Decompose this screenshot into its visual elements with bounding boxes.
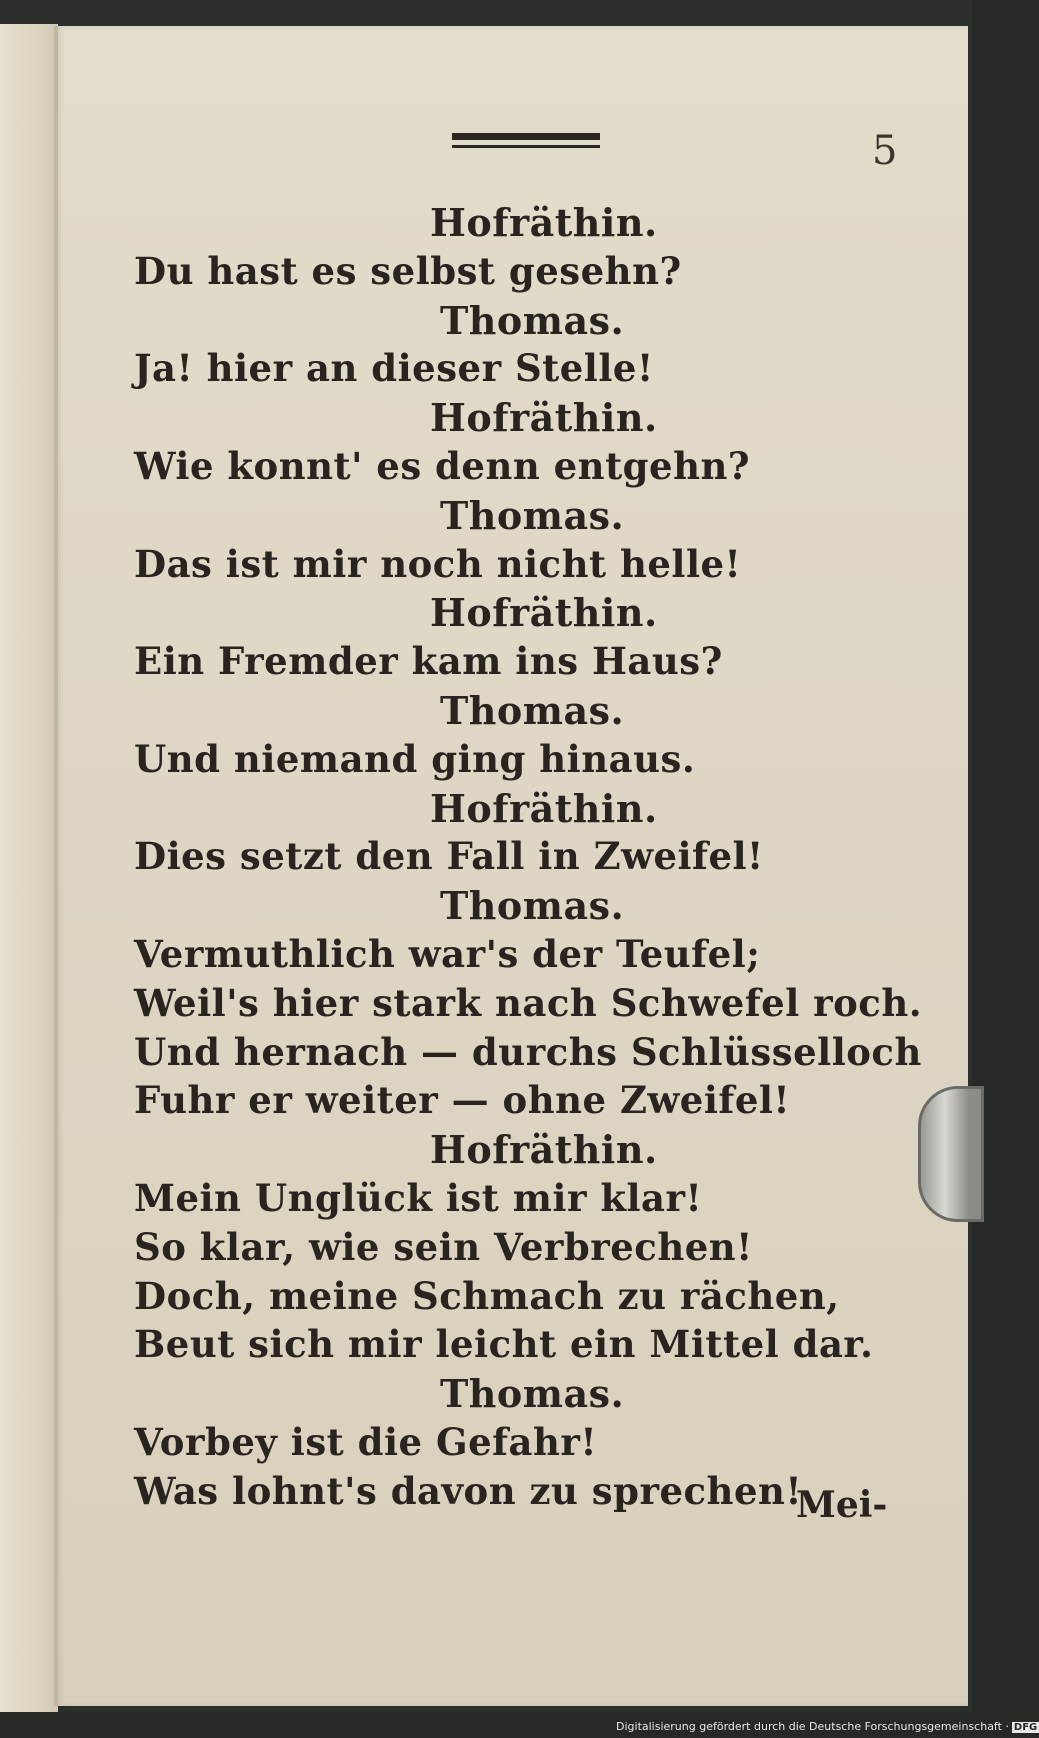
verse-line: So klar, wie sein Verbrechen! <box>134 1225 753 1269</box>
speaker-name: Hofräthin. <box>430 590 658 635</box>
verse-line: Wie konnt' es denn entgehn? <box>134 444 751 488</box>
speaker-name: Thomas. <box>440 883 625 928</box>
verse-line: Das ist mir noch nicht helle! <box>134 542 742 586</box>
verse-line: Was lohnt's davon zu sprechen! <box>134 1469 803 1513</box>
verse-line: Beut sich mir leicht ein Mittel dar. <box>134 1322 874 1366</box>
verse-line: Und niemand ging hinaus. <box>134 737 696 781</box>
speaker-name: Thomas. <box>440 1371 625 1416</box>
verse-line: Fuhr er weiter — ohne Zweifel! <box>134 1078 791 1122</box>
verse-line: Dies setzt den Fall in Zweifel! <box>134 834 764 878</box>
speaker-name: Hofräthin. <box>430 395 658 440</box>
speaker-name: Hofräthin. <box>430 786 658 831</box>
digitization-footer <box>616 1720 1039 1733</box>
previous-page-edge <box>0 24 58 1712</box>
speaker-name: Thomas. <box>440 298 625 343</box>
header-rule-thin <box>452 145 600 148</box>
speaker-name: Hofräthin. <box>430 200 658 245</box>
verse-line: Doch, meine Schmach zu rächen, <box>134 1274 840 1318</box>
verse-line: Mein Unglück ist mir klar! <box>134 1176 703 1220</box>
verse-line: Ein Fremder kam ins Haus? <box>134 639 723 683</box>
page-gutter <box>54 26 58 1706</box>
verse-line: Vorbey ist die Gefahr! <box>134 1420 598 1464</box>
verse-line: Du hast es selbst gesehn? <box>134 249 682 293</box>
catchword: Mei- <box>796 1484 888 1526</box>
verse-line: Ja! hier an dieser Stelle! <box>134 346 654 390</box>
page-clip <box>918 1086 984 1222</box>
speaker-name: Thomas. <box>440 493 625 538</box>
speaker-name: Thomas. <box>440 688 625 733</box>
footer-text: Digitalisierung gefördert durch die Deutsche Forschungsgemeinschaft · <box>616 1720 1009 1733</box>
header-rule-thick <box>452 133 600 140</box>
dfg-logo: DFG <box>1013 1722 1038 1733</box>
speaker-name: Hofräthin. <box>430 1127 658 1172</box>
verse-line: Und hernach — durchs Schlüsselloch <box>134 1030 922 1074</box>
verse-line: Weil's hier stark nach Schwefel roch. <box>134 981 923 1025</box>
page-number: 5 <box>872 128 898 174</box>
verse-line: Vermuthlich war's der Teufel; <box>134 932 761 976</box>
